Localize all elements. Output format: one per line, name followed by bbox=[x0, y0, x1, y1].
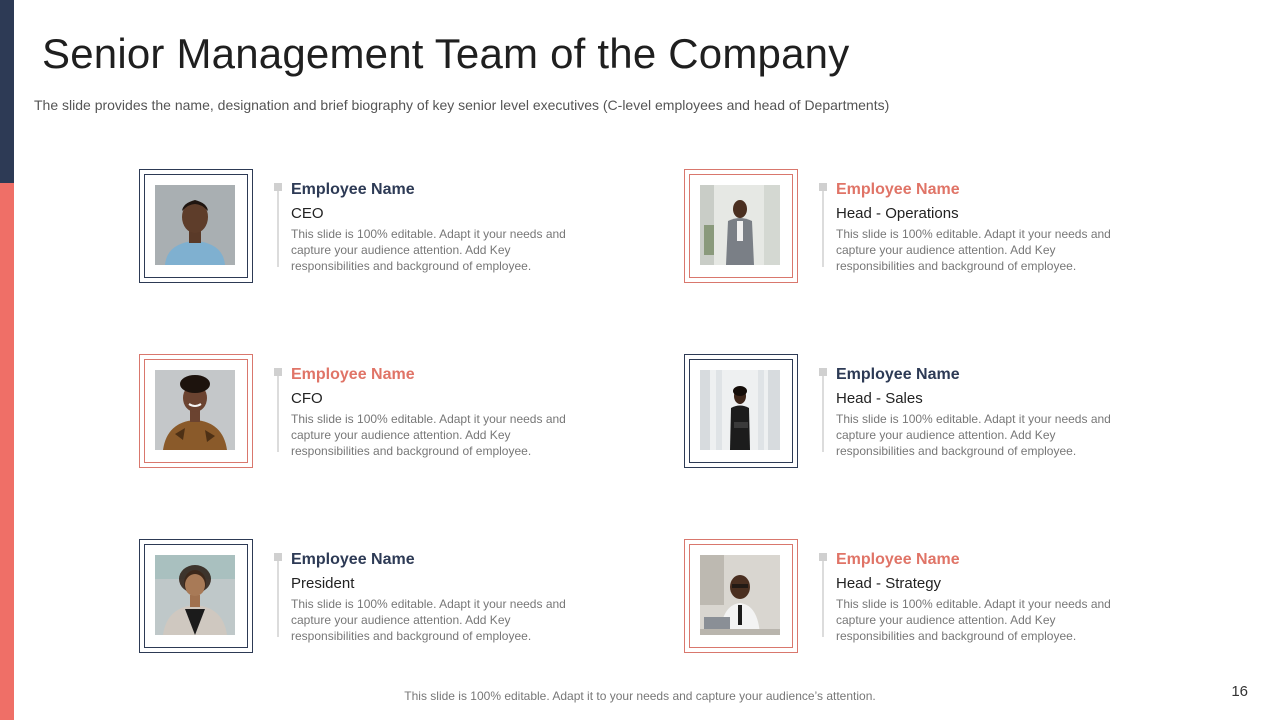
employee-card-head-operations[interactable] bbox=[684, 169, 1164, 285]
divider-line bbox=[277, 191, 279, 267]
employee-card-president[interactable] bbox=[139, 539, 619, 655]
employee-role: CFO bbox=[291, 390, 323, 407]
employee-photo bbox=[700, 370, 780, 450]
employee-name: Employee Name bbox=[836, 551, 960, 568]
name-marker bbox=[274, 368, 282, 376]
divider-line bbox=[822, 191, 824, 267]
employee-photo bbox=[700, 185, 780, 265]
employee-role: CEO bbox=[291, 205, 324, 222]
employee-description: This slide is 100% editable. Adapt it your needs and capture your audience attention. Add Key responsibilities and background of employee. bbox=[291, 227, 566, 273]
employee-photo bbox=[700, 555, 780, 635]
employee-role: Head - Strategy bbox=[836, 575, 942, 592]
photo-frame bbox=[139, 539, 253, 653]
employee-name: Employee Name bbox=[291, 551, 415, 568]
employee-description: This slide is 100% editable. Adapt it your needs and capture your audience attention. Add Key responsibilities and background of employee. bbox=[291, 597, 566, 643]
employee-name: Employee Name bbox=[291, 366, 415, 383]
employee-description: This slide is 100% editable. Adapt it your needs and capture your audience attention. Add Key responsibilities and background of employee. bbox=[836, 412, 1111, 458]
photo-frame bbox=[684, 169, 798, 283]
page-subtitle: The slide provides the name, designation and brief biography of key senior level executives (C-level employees and head of Departments) bbox=[34, 97, 890, 113]
employee-name: Employee Name bbox=[291, 181, 415, 198]
divider-line bbox=[277, 561, 279, 637]
employee-photo bbox=[155, 555, 235, 635]
employee-card-cfo[interactable] bbox=[139, 354, 619, 470]
employee-role: President bbox=[291, 575, 355, 592]
divider-line bbox=[822, 376, 824, 452]
side-accent-coral bbox=[0, 183, 14, 720]
employee-role: Head - Operations bbox=[836, 205, 959, 222]
divider-line bbox=[277, 376, 279, 452]
page-title: Senior Management Team of the Company bbox=[42, 30, 850, 77]
employee-name: Employee Name bbox=[836, 366, 960, 383]
employee-card-head-strategy[interactable] bbox=[684, 539, 1164, 655]
employee-card-head-sales[interactable] bbox=[684, 354, 1164, 470]
name-marker bbox=[274, 553, 282, 561]
footer-note: This slide is 100% editable. Adapt it to your needs and capture your audience’s attention. bbox=[404, 689, 876, 703]
employee-card-ceo[interactable] bbox=[139, 169, 619, 285]
name-marker bbox=[819, 553, 827, 561]
photo-frame bbox=[139, 354, 253, 468]
employee-description: This slide is 100% editable. Adapt it your needs and capture your audience attention. Add Key responsibilities and background of employee. bbox=[836, 597, 1111, 643]
name-marker bbox=[819, 368, 827, 376]
side-accent-navy bbox=[0, 0, 14, 183]
employee-description: This slide is 100% editable. Adapt it your needs and capture your audience attention. Add Key responsibilities and background of employee. bbox=[291, 412, 566, 458]
employee-name: Employee Name bbox=[836, 181, 960, 198]
photo-frame bbox=[139, 169, 253, 283]
employee-role: Head - Sales bbox=[836, 390, 923, 407]
page-number: 16 bbox=[1231, 683, 1248, 700]
employee-photo bbox=[155, 185, 235, 265]
divider-line bbox=[822, 561, 824, 637]
name-marker bbox=[274, 183, 282, 191]
photo-frame bbox=[684, 539, 798, 653]
name-marker bbox=[819, 183, 827, 191]
employee-description: This slide is 100% editable. Adapt it your needs and capture your audience attention. Add Key responsibilities and background of employee. bbox=[836, 227, 1111, 273]
employee-photo bbox=[155, 370, 235, 450]
photo-frame bbox=[684, 354, 798, 468]
